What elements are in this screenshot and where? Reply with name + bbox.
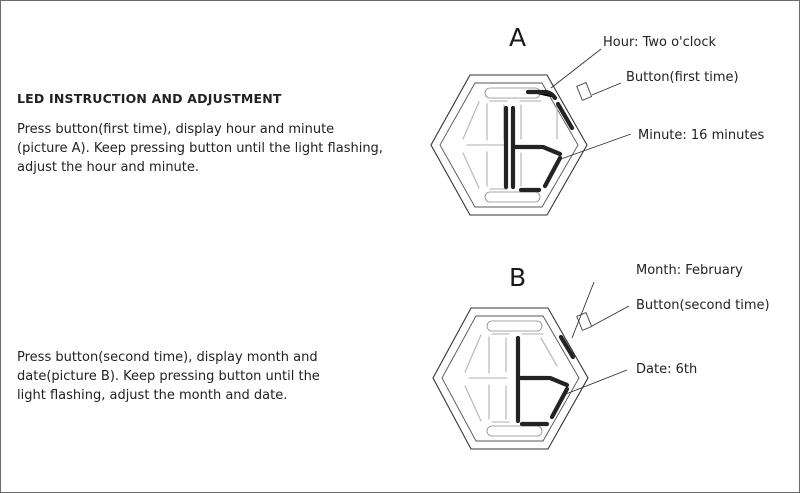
picture-letter-a: A bbox=[509, 23, 527, 52]
button-leader-line bbox=[592, 83, 621, 95]
segment-unlit bbox=[463, 102, 479, 139]
segment-outline bbox=[485, 192, 540, 202]
hour-segment-lit bbox=[528, 92, 555, 98]
paragraph-line: date(picture B). Keep pressing button until the bbox=[17, 369, 320, 384]
segment-unlit bbox=[465, 386, 481, 421]
hour-leader-line bbox=[551, 49, 601, 88]
instruction-heading: LED INSTRUCTION AND ADJUSTMENT bbox=[17, 91, 282, 106]
button-first-time bbox=[577, 83, 592, 101]
watch-diagram-a bbox=[431, 23, 764, 215]
watch-bezel-inner bbox=[440, 83, 578, 207]
paragraph-line: Press button(second time), display month and bbox=[17, 350, 318, 365]
date-leader-line bbox=[566, 370, 627, 394]
paragraph-line: light flashing, adjust the month and date. bbox=[17, 388, 288, 403]
minute-segment-middle-right bbox=[543, 147, 560, 154]
led-diagrams bbox=[1, 1, 799, 492]
button-first-time-label: Button(first time) bbox=[626, 70, 739, 85]
segment-outline bbox=[487, 321, 542, 331]
segment-unlit bbox=[541, 338, 557, 366]
date-label: Date: 6th bbox=[636, 362, 698, 377]
date-segment-middle-right bbox=[550, 378, 567, 385]
minute-leader-line bbox=[561, 134, 631, 159]
paragraph-line: Press button(first time), display hour and minute bbox=[17, 122, 335, 137]
minute-segment-lower-right bbox=[545, 158, 560, 186]
paragraph-line: (picture A). Keep pressing button until the light flashing, bbox=[17, 141, 383, 156]
paragraph-line: adjust the hour and minute. bbox=[17, 160, 200, 175]
segment-unlit bbox=[465, 335, 481, 372]
button-leader-line bbox=[592, 306, 629, 326]
hour-label: Hour: Two o'clock bbox=[603, 35, 717, 50]
watch-diagram-b bbox=[433, 263, 770, 449]
watch-case-outline bbox=[431, 75, 587, 215]
watch-bezel-inner bbox=[442, 316, 579, 441]
lit-minute-digits bbox=[506, 108, 560, 190]
segment-unlit bbox=[463, 153, 479, 188]
segment-outline bbox=[487, 426, 542, 436]
picture-letter-b: B bbox=[509, 263, 527, 292]
minute-label: Minute: 16 minutes bbox=[638, 128, 765, 143]
month-segment-lit bbox=[561, 337, 573, 357]
watch-case-outline bbox=[433, 308, 588, 449]
month-label: Month: February bbox=[636, 263, 743, 278]
button-second-time-label: Button(second time) bbox=[636, 298, 770, 313]
